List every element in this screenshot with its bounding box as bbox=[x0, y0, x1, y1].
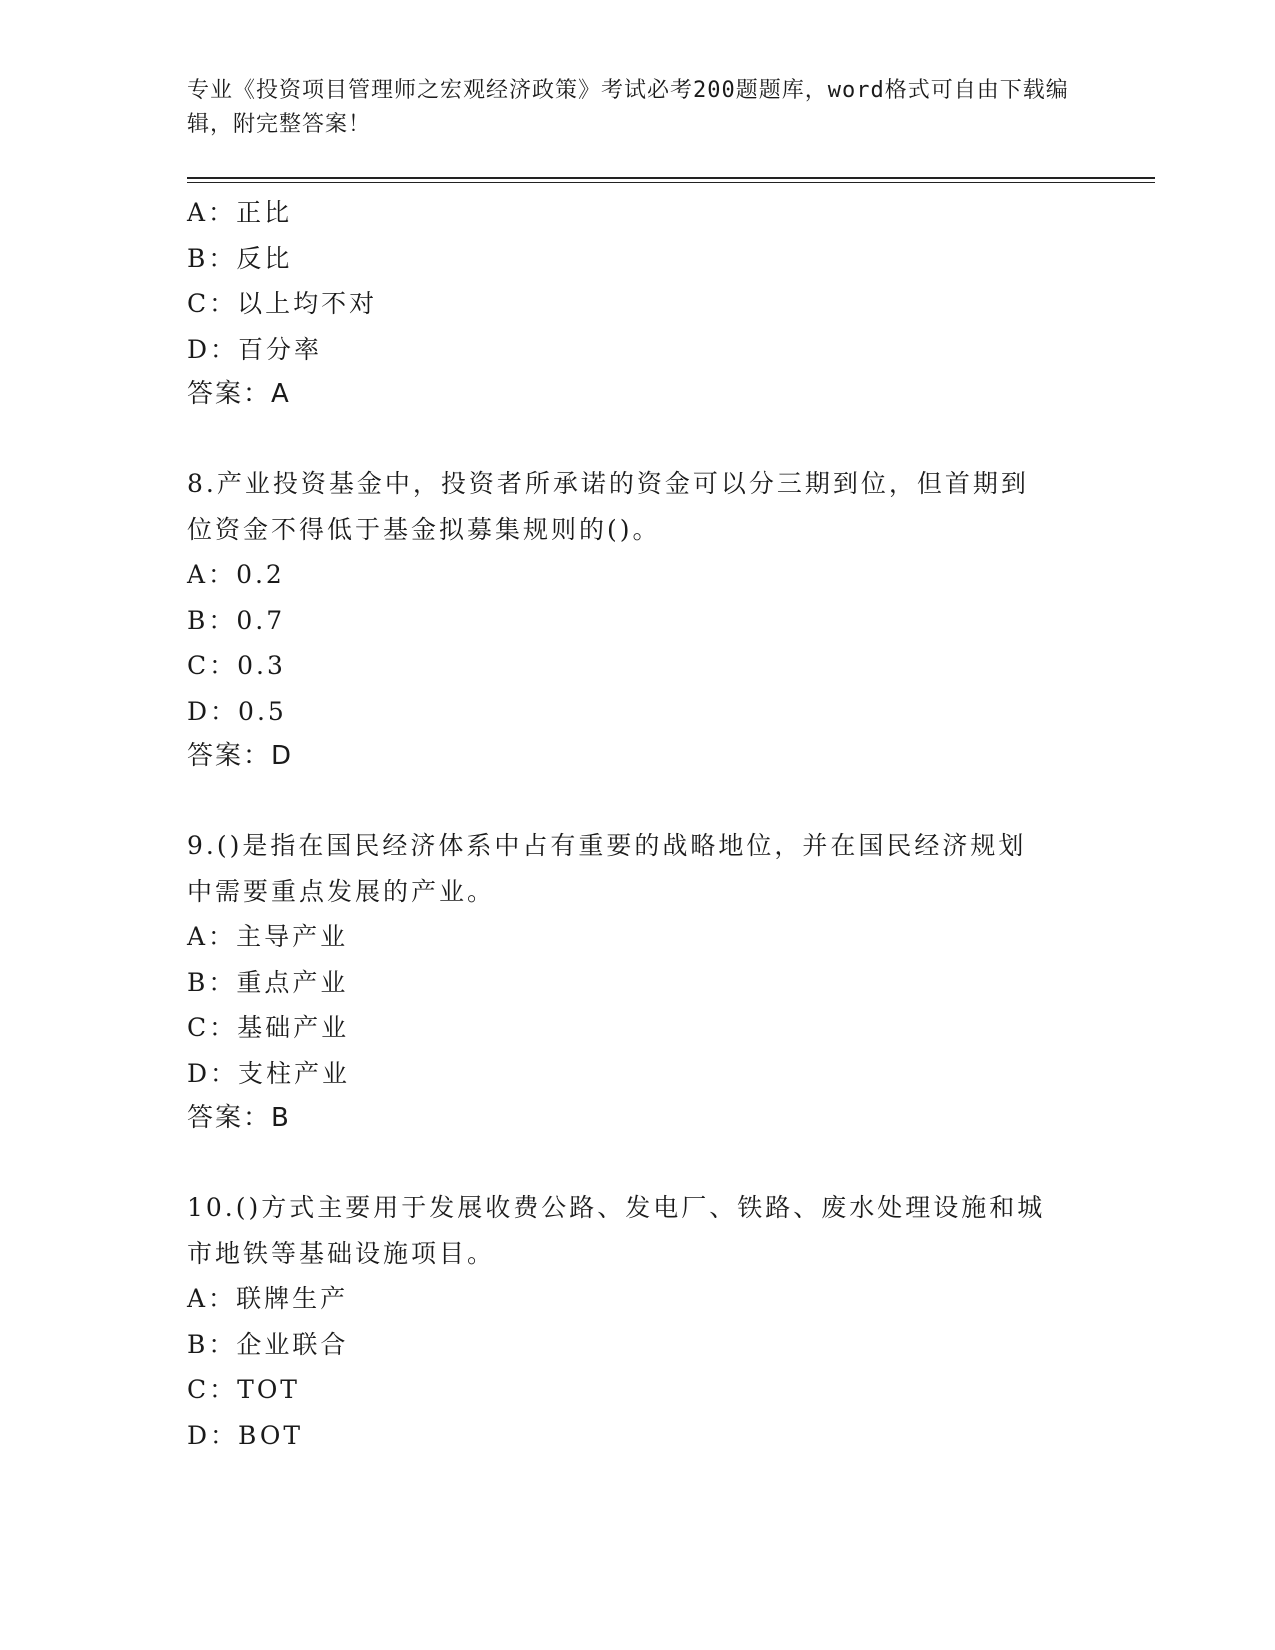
option-b bbox=[187, 960, 1087, 1006]
question-stem bbox=[187, 1185, 1087, 1276]
option-letter: D： bbox=[187, 334, 239, 364]
option-letter: B： bbox=[187, 243, 237, 273]
option-c bbox=[187, 1005, 1087, 1051]
option-letter: C： bbox=[187, 1375, 238, 1404]
question-block-8 bbox=[187, 461, 1087, 779]
option-b bbox=[187, 236, 1087, 282]
option-text: 重点产业 bbox=[236, 967, 349, 997]
answer-label: 答案： bbox=[187, 741, 272, 771]
question-stem-line: 中需要重点发展的产业。 bbox=[187, 876, 496, 906]
option-d bbox=[187, 327, 1087, 373]
option-c bbox=[187, 281, 1087, 327]
option-letter: B： bbox=[187, 967, 237, 997]
option-text: 企业联合 bbox=[236, 1329, 349, 1359]
option-a bbox=[187, 1276, 1087, 1322]
option-text: BOT bbox=[238, 1420, 304, 1450]
answer-label: 答案： bbox=[187, 379, 272, 409]
answer-line bbox=[187, 734, 1087, 779]
question-stem-line: 8.产业投资基金中，投资者所承诺的资金可以分三期到位，但首期到 bbox=[187, 469, 1029, 498]
option-text: 百分率 bbox=[238, 334, 323, 364]
option-letter: A： bbox=[187, 1284, 237, 1313]
option-d bbox=[187, 1413, 1087, 1459]
header-divider bbox=[187, 177, 1155, 183]
option-a bbox=[187, 190, 1087, 236]
option-text: 0.3 bbox=[237, 651, 286, 680]
option-letter: A： bbox=[187, 560, 237, 589]
header-text: 专业《投资项目管理师之宏观经济政策》考试必考200题题库，word格式可自由下载编辑，附完整答案！ bbox=[187, 78, 1069, 137]
question-block-7 bbox=[187, 190, 1087, 417]
question-stem bbox=[187, 823, 1087, 914]
option-letter: B： bbox=[187, 1329, 237, 1359]
option-text: 以上均不对 bbox=[237, 289, 378, 318]
option-text: TOT bbox=[237, 1375, 300, 1404]
option-b bbox=[187, 598, 1087, 644]
question-stem bbox=[187, 461, 1087, 552]
option-text: 反比 bbox=[236, 243, 293, 273]
option-text: 基础产业 bbox=[237, 1013, 350, 1042]
option-a bbox=[187, 552, 1087, 598]
option-letter: D： bbox=[187, 696, 239, 726]
option-a bbox=[187, 914, 1087, 960]
option-letter: D： bbox=[187, 1420, 239, 1450]
option-text: 0.5 bbox=[238, 696, 287, 726]
question-block-9 bbox=[187, 823, 1087, 1141]
question-list bbox=[187, 190, 1087, 1458]
option-letter: D： bbox=[187, 1058, 239, 1088]
option-letter: C： bbox=[187, 1013, 238, 1042]
answer-value: B bbox=[271, 1103, 290, 1133]
option-text: 正比 bbox=[236, 198, 293, 227]
option-text: 0.2 bbox=[236, 560, 285, 589]
option-text: 0.7 bbox=[236, 605, 286, 635]
question-stem-line: 9.()是指在国民经济体系中占有重要的战略地位，并在国民经济规划 bbox=[187, 831, 1027, 860]
document-header bbox=[187, 74, 1087, 142]
question-stem-line: 市地铁等基础设施项目。 bbox=[187, 1238, 496, 1268]
answer-value: A bbox=[271, 379, 290, 409]
option-text: 主导产业 bbox=[236, 922, 349, 951]
option-d bbox=[187, 689, 1087, 735]
option-letter: C： bbox=[187, 651, 238, 680]
option-c bbox=[187, 643, 1087, 689]
question-stem-line: 10.()方式主要用于发展收费公路、发电厂、铁路、废水处理设施和城 bbox=[187, 1193, 1046, 1222]
question-block-10 bbox=[187, 1185, 1087, 1458]
option-letter: C： bbox=[187, 289, 238, 318]
answer-line bbox=[187, 372, 1087, 417]
option-d bbox=[187, 1051, 1087, 1097]
answer-label: 答案： bbox=[187, 1103, 272, 1133]
question-stem-line: 位资金不得低于基金拟募集规则的()。 bbox=[187, 514, 661, 544]
answer-value: D bbox=[271, 741, 293, 771]
option-letter: A： bbox=[187, 198, 237, 227]
option-b bbox=[187, 1322, 1087, 1368]
option-c bbox=[187, 1367, 1087, 1413]
option-text: 联牌生产 bbox=[236, 1284, 349, 1313]
option-letter: B： bbox=[187, 605, 237, 635]
answer-line bbox=[187, 1096, 1087, 1141]
option-text: 支柱产业 bbox=[238, 1058, 351, 1088]
option-letter: A： bbox=[187, 922, 237, 951]
